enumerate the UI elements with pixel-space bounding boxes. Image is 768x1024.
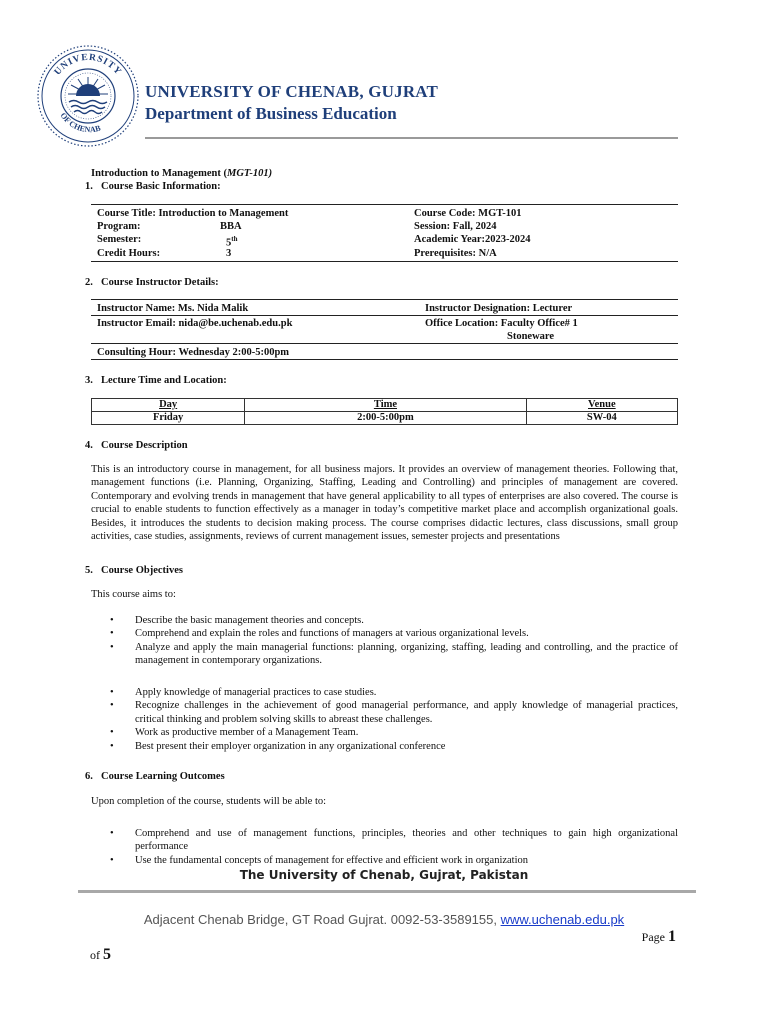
list-item: • Best present their employer organization in any organizational conference <box>110 740 678 753</box>
table-header-time: Time <box>245 399 526 412</box>
course-code: Course Code: MGT-101 <box>414 208 522 219</box>
footer-address: Adjacent Chenab Bridge, GT Road Gujrat. 0092-53-3589155, www.uchenab.edu.pk <box>143 912 625 927</box>
table-header-day: Day <box>92 399 245 412</box>
page-count: of 5 <box>90 946 111 963</box>
svg-text:UNIVERSITY: UNIVERSITY <box>52 52 124 78</box>
table-cell-time: 2:00-5:00pm <box>245 412 526 425</box>
section-heading-lecture: 3. Lecture Time and Location: <box>85 375 227 386</box>
instructor-email: Instructor Email: nida@be.uchenab.edu.pk <box>97 318 293 329</box>
divider <box>91 299 678 300</box>
section-heading-outcomes: 6. Course Learning Outcomes <box>85 771 225 782</box>
program-value: BBA <box>220 221 242 232</box>
list-item: • Apply knowledge of managerial practices to case studies. <box>110 686 678 699</box>
course-title-field: Course Title: Introduction to Management <box>97 208 289 219</box>
instructor-designation: Instructor Designation: Lecturer <box>425 303 573 314</box>
prerequisites: Prerequisites: N/A <box>414 248 497 259</box>
section-heading-objectives: 5. Course Objectives <box>85 565 183 576</box>
list-item: • Analyze and apply the main managerial functions: planning, organizing, staffing, leading and controlling, and the practice of management in contemporary organizations. <box>110 641 678 668</box>
divider <box>91 315 678 316</box>
office-location-line2: Stoneware <box>507 331 555 342</box>
credit-hours-label: Credit Hours: <box>97 248 161 259</box>
outcomes-list <box>110 827 678 867</box>
divider <box>91 343 678 344</box>
divider <box>91 204 678 205</box>
svg-text:OF CHENAB: OF CHENAB <box>58 110 102 135</box>
divider <box>91 261 678 262</box>
header-divider <box>145 137 678 139</box>
course-title: Introduction to Management (MGT-101) <box>91 168 273 179</box>
outcomes-intro: Upon completion of the course, students will be able to: <box>91 796 327 807</box>
objectives-intro: This course aims to: <box>91 589 176 600</box>
table-cell-day: Friday <box>92 412 245 425</box>
list-item: • Comprehend and explain the roles and functions of managers at various organizational levels. <box>110 627 678 640</box>
page-number: Page 1 <box>641 928 676 945</box>
list-item: • Use the fundamental concepts of management for effective and efficient work in organization <box>110 854 678 867</box>
semester-value: 5th <box>226 235 238 249</box>
divider <box>91 359 678 360</box>
table-cell-venue: SW-04 <box>526 412 677 425</box>
footer-divider <box>78 890 696 893</box>
lecture-table <box>91 398 678 425</box>
list-item: • Describe the basic management theories and concepts. <box>110 614 678 627</box>
department-name: Department of Business Education <box>145 104 397 123</box>
credit-hours-value: 3 <box>226 248 232 259</box>
objectives-list-a <box>110 614 678 668</box>
footer-university: The University of Chenab, Gujrat, Pakistan <box>239 868 529 882</box>
list-item: • Recognize challenges in the achievement of good managerial performance, and apply knowledge of managerial practices, critical thinking and problem solving skills to abreast these challenges. <box>110 699 678 726</box>
office-location: Office Location: Faculty Office# 1 <box>425 318 578 329</box>
session: Session: Fall, 2024 <box>414 221 497 232</box>
university-name: UNIVERSITY OF CHENAB, GUJRAT <box>145 82 439 101</box>
program-label: Program: <box>97 221 141 232</box>
course-description: This is an introductory course in management, for all business majors. It provides an overview of management theories. Following that, management functions (i.e. Planning, Organizing, Staffing, Leading and Controlling) and principles of management are covered. Contemporary and evolving trends in management that have general applicability to all types of enterprises are also covered. The course is crucial to enable students to function effectively as a manager in today’s competitive market place and accomplish organizational goals. Besides, it introduces the students to decision making process. The course comprises didactic lectures, class discussions, small group activities, case studies, assignments, reviews of current management issues, semester projects and presentations <box>91 464 678 543</box>
list-item: • Work as productive member of a Management Team. <box>110 726 678 739</box>
section-heading-description: 4. Course Description <box>85 440 188 451</box>
list-item: • Comprehend and use of management functions, principles, theories and other techniques to gain high organizational performance <box>110 827 678 854</box>
consulting-hours: Consulting Hour: Wednesday 2:00-5:00pm <box>97 347 290 358</box>
objectives-list-b <box>110 686 678 753</box>
semester-label: Semester: <box>97 234 142 245</box>
university-logo <box>36 44 140 148</box>
table-header-venue: Venue <box>526 399 677 412</box>
academic-year: Academic Year:2023-2024 <box>414 234 531 245</box>
section-heading-instructor: 2. Course Instructor Details: <box>85 277 219 288</box>
footer-website-link[interactable]: www.uchenab.edu.pk <box>500 912 625 927</box>
instructor-name: Instructor Name: Ms. Nida Malik <box>97 303 249 314</box>
section-heading-basic-info: 1. Course Basic Information: <box>85 181 221 192</box>
